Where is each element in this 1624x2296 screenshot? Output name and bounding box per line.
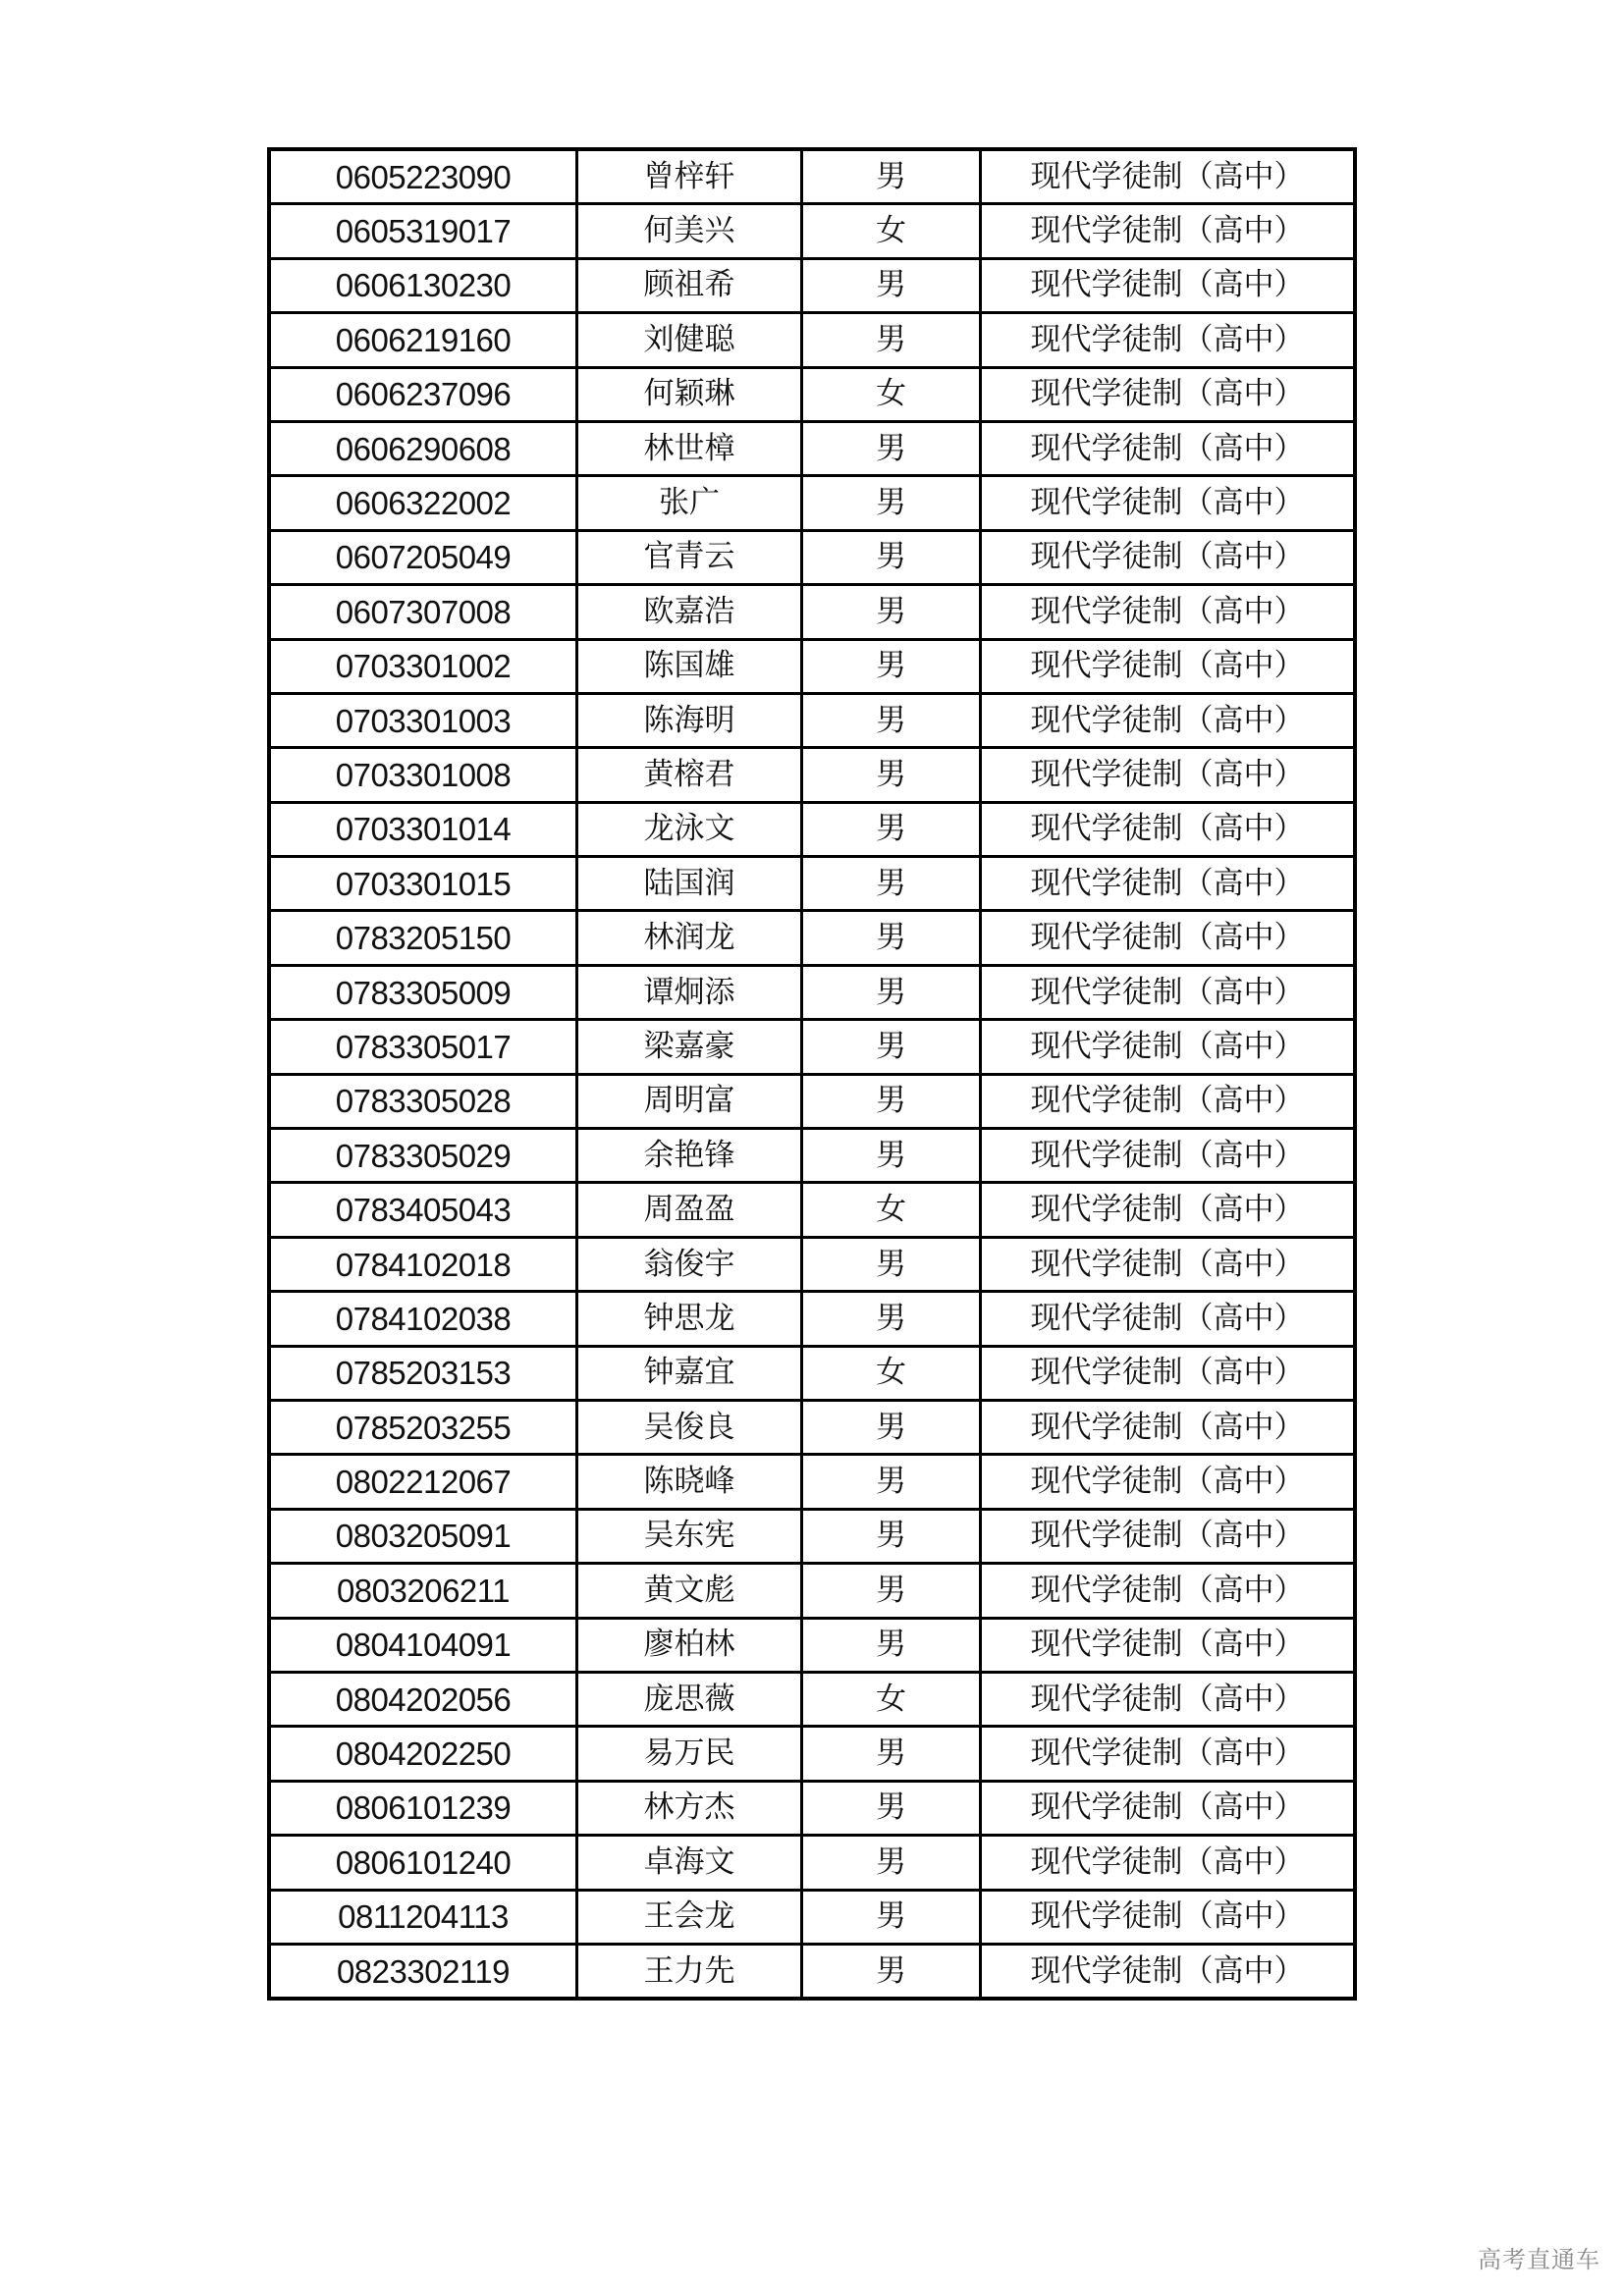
student-id-cell: 0784102018 <box>269 1237 577 1291</box>
program-cell: 现代学徒制（高中） <box>981 1346 1356 1400</box>
student-id-cell: 0803206211 <box>269 1564 577 1618</box>
table-row <box>269 421 1355 475</box>
student-name-cell: 谭炯添 <box>577 965 802 1019</box>
gender-cell: 男 <box>802 1509 981 1563</box>
gender-cell: 男 <box>802 530 981 584</box>
program-cell: 现代学徒制（高中） <box>981 585 1356 639</box>
table-row <box>269 1074 1355 1128</box>
gender-cell: 男 <box>802 1890 981 1944</box>
program-cell: 现代学徒制（高中） <box>981 1129 1356 1183</box>
student-name-cell: 钟嘉宜 <box>577 1346 802 1400</box>
table-row <box>269 693 1355 747</box>
student-name-cell: 何颖琳 <box>577 367 802 421</box>
gender-cell: 男 <box>802 639 981 693</box>
program-cell: 现代学徒制（高中） <box>981 1836 1356 1890</box>
gender-cell: 男 <box>802 1727 981 1781</box>
student-name-cell: 黄文彪 <box>577 1564 802 1618</box>
student-name-cell: 林方杰 <box>577 1781 802 1835</box>
table-row <box>269 639 1355 693</box>
table-row <box>269 911 1355 965</box>
table-row <box>269 1183 1355 1237</box>
program-cell: 现代学徒制（高中） <box>981 965 1356 1019</box>
program-cell: 现代学徒制（高中） <box>981 1727 1356 1781</box>
gender-cell: 男 <box>802 965 981 1019</box>
student-id-cell: 0784102038 <box>269 1292 577 1346</box>
student-id-cell: 0607205049 <box>269 530 577 584</box>
program-cell: 现代学徒制（高中） <box>981 313 1356 367</box>
table-row <box>269 313 1355 367</box>
gender-cell: 男 <box>802 1237 981 1291</box>
gender-cell: 男 <box>802 1564 981 1618</box>
student-id-cell: 0783405043 <box>269 1183 577 1237</box>
program-cell: 现代学徒制（高中） <box>981 1292 1356 1346</box>
gender-cell: 男 <box>802 149 981 204</box>
student-id-cell: 0703301015 <box>269 857 577 911</box>
student-name-cell: 张广 <box>577 476 802 530</box>
gender-cell: 男 <box>802 857 981 911</box>
table-row <box>269 1020 1355 1074</box>
gender-cell: 男 <box>802 1074 981 1128</box>
student-id-cell: 0606130230 <box>269 258 577 312</box>
student-id-cell: 0783305028 <box>269 1074 577 1128</box>
student-id-cell: 0606290608 <box>269 421 577 475</box>
student-id-cell: 0783305017 <box>269 1020 577 1074</box>
table-row <box>269 1564 1355 1618</box>
table-row <box>269 1455 1355 1509</box>
table-row <box>269 802 1355 856</box>
student-name-cell: 庞思薇 <box>577 1672 802 1726</box>
student-name-cell: 王会龙 <box>577 1890 802 1944</box>
table-row <box>269 965 1355 1019</box>
table-row <box>269 204 1355 258</box>
program-cell: 现代学徒制（高中） <box>981 693 1356 747</box>
student-id-cell: 0703301002 <box>269 639 577 693</box>
student-name-cell: 梁嘉豪 <box>577 1020 802 1074</box>
student-id-cell: 0785203153 <box>269 1346 577 1400</box>
student-name-cell: 卓海文 <box>577 1836 802 1890</box>
student-id-cell: 0804202056 <box>269 1672 577 1726</box>
watermark-text: 高考直通车 <box>1478 2246 1600 2273</box>
gender-cell: 男 <box>802 1455 981 1509</box>
program-cell: 现代学徒制（高中） <box>981 421 1356 475</box>
table-row <box>269 1346 1355 1400</box>
student-name-cell: 陈晓峰 <box>577 1455 802 1509</box>
program-cell: 现代学徒制（高中） <box>981 258 1356 312</box>
student-name-cell: 廖柏林 <box>577 1618 802 1672</box>
student-name-cell: 余艳锋 <box>577 1129 802 1183</box>
student-id-cell: 0606237096 <box>269 367 577 421</box>
program-cell: 现代学徒制（高中） <box>981 1672 1356 1726</box>
student-name-cell: 何美兴 <box>577 204 802 258</box>
student-id-cell: 0804202250 <box>269 1727 577 1781</box>
table-row <box>269 1727 1355 1781</box>
gender-cell: 男 <box>802 1400 981 1454</box>
student-id-cell: 0783305009 <box>269 965 577 1019</box>
table-row <box>269 476 1355 530</box>
gender-cell: 男 <box>802 1781 981 1835</box>
table-row <box>269 585 1355 639</box>
student-name-cell: 王力先 <box>577 1944 802 1999</box>
program-cell: 现代学徒制（高中） <box>981 1020 1356 1074</box>
student-id-cell: 0605319017 <box>269 204 577 258</box>
table-row <box>269 258 1355 312</box>
program-cell: 现代学徒制（高中） <box>981 1618 1356 1672</box>
student-name-cell: 易万民 <box>577 1727 802 1781</box>
student-id-cell: 0804104091 <box>269 1618 577 1672</box>
student-id-cell: 0607307008 <box>269 585 577 639</box>
student-id-cell: 0806101240 <box>269 1836 577 1890</box>
program-cell: 现代学徒制（高中） <box>981 802 1356 856</box>
gender-cell: 女 <box>802 1346 981 1400</box>
student-name-cell: 曾梓轩 <box>577 149 802 204</box>
table-row <box>269 1237 1355 1291</box>
program-cell: 现代学徒制（高中） <box>981 1890 1356 1944</box>
program-cell: 现代学徒制（高中） <box>981 1237 1356 1291</box>
table-row <box>269 1618 1355 1672</box>
program-cell: 现代学徒制（高中） <box>981 367 1356 421</box>
student-id-cell: 0802212067 <box>269 1455 577 1509</box>
student-name-cell: 陈海明 <box>577 693 802 747</box>
table-row <box>269 1672 1355 1726</box>
gender-cell: 女 <box>802 367 981 421</box>
student-id-cell: 0606219160 <box>269 313 577 367</box>
table-row <box>269 748 1355 802</box>
program-cell: 现代学徒制（高中） <box>981 639 1356 693</box>
gender-cell: 男 <box>802 421 981 475</box>
gender-cell: 女 <box>802 1672 981 1726</box>
table-row <box>269 1509 1355 1563</box>
student-id-cell: 0803205091 <box>269 1509 577 1563</box>
student-name-cell: 周明富 <box>577 1074 802 1128</box>
roster-table-body <box>269 149 1355 1999</box>
gender-cell: 男 <box>802 1129 981 1183</box>
gender-cell: 男 <box>802 476 981 530</box>
gender-cell: 男 <box>802 802 981 856</box>
gender-cell: 女 <box>802 1183 981 1237</box>
student-id-cell: 0605223090 <box>269 149 577 204</box>
gender-cell: 女 <box>802 204 981 258</box>
program-cell: 现代学徒制（高中） <box>981 857 1356 911</box>
student-name-cell: 翁俊宇 <box>577 1237 802 1291</box>
program-cell: 现代学徒制（高中） <box>981 476 1356 530</box>
student-name-cell: 钟思龙 <box>577 1292 802 1346</box>
table-row <box>269 1129 1355 1183</box>
table-row <box>269 1836 1355 1890</box>
student-id-cell: 0823302119 <box>269 1944 577 1999</box>
student-name-cell: 龙泳文 <box>577 802 802 856</box>
student-id-cell: 0783305029 <box>269 1129 577 1183</box>
student-name-cell: 顾祖希 <box>577 258 802 312</box>
student-name-cell: 刘健聪 <box>577 313 802 367</box>
program-cell: 现代学徒制（高中） <box>981 1944 1356 1999</box>
student-name-cell: 林润龙 <box>577 911 802 965</box>
table-row <box>269 1400 1355 1454</box>
gender-cell: 男 <box>802 693 981 747</box>
student-id-cell: 0703301008 <box>269 748 577 802</box>
student-name-cell: 欧嘉浩 <box>577 585 802 639</box>
table-row <box>269 149 1355 204</box>
gender-cell: 男 <box>802 258 981 312</box>
student-name-cell: 林世樟 <box>577 421 802 475</box>
program-cell: 现代学徒制（高中） <box>981 1781 1356 1835</box>
gender-cell: 男 <box>802 911 981 965</box>
gender-cell: 男 <box>802 1020 981 1074</box>
program-cell: 现代学徒制（高中） <box>981 1455 1356 1509</box>
program-cell: 现代学徒制（高中） <box>981 1074 1356 1128</box>
gender-cell: 男 <box>802 1944 981 1999</box>
program-cell: 现代学徒制（高中） <box>981 748 1356 802</box>
table-row <box>269 857 1355 911</box>
admission-roster-table <box>267 147 1357 2001</box>
table-row <box>269 367 1355 421</box>
student-name-cell: 周盈盈 <box>577 1183 802 1237</box>
gender-cell: 男 <box>802 1836 981 1890</box>
table-row <box>269 1944 1355 1999</box>
program-cell: 现代学徒制（高中） <box>981 204 1356 258</box>
student-id-cell: 0783205150 <box>269 911 577 965</box>
student-id-cell: 0703301014 <box>269 802 577 856</box>
table-row <box>269 1781 1355 1835</box>
program-cell: 现代学徒制（高中） <box>981 149 1356 204</box>
program-cell: 现代学徒制（高中） <box>981 530 1356 584</box>
student-name-cell: 吴东宪 <box>577 1509 802 1563</box>
student-name-cell: 陈国雄 <box>577 639 802 693</box>
student-name-cell: 陆国润 <box>577 857 802 911</box>
program-cell: 现代学徒制（高中） <box>981 1564 1356 1618</box>
program-cell: 现代学徒制（高中） <box>981 1183 1356 1237</box>
program-cell: 现代学徒制（高中） <box>981 1509 1356 1563</box>
student-id-cell: 0811204113 <box>269 1890 577 1944</box>
student-id-cell: 0703301003 <box>269 693 577 747</box>
student-name-cell: 吴俊良 <box>577 1400 802 1454</box>
student-id-cell: 0806101239 <box>269 1781 577 1835</box>
student-id-cell: 0785203255 <box>269 1400 577 1454</box>
table-row <box>269 1890 1355 1944</box>
student-name-cell: 官青云 <box>577 530 802 584</box>
student-id-cell: 0606322002 <box>269 476 577 530</box>
gender-cell: 男 <box>802 1292 981 1346</box>
table-row <box>269 1292 1355 1346</box>
program-cell: 现代学徒制（高中） <box>981 911 1356 965</box>
gender-cell: 男 <box>802 748 981 802</box>
table-row <box>269 530 1355 584</box>
program-cell: 现代学徒制（高中） <box>981 1400 1356 1454</box>
gender-cell: 男 <box>802 313 981 367</box>
gender-cell: 男 <box>802 585 981 639</box>
student-name-cell: 黄榕君 <box>577 748 802 802</box>
gender-cell: 男 <box>802 1618 981 1672</box>
